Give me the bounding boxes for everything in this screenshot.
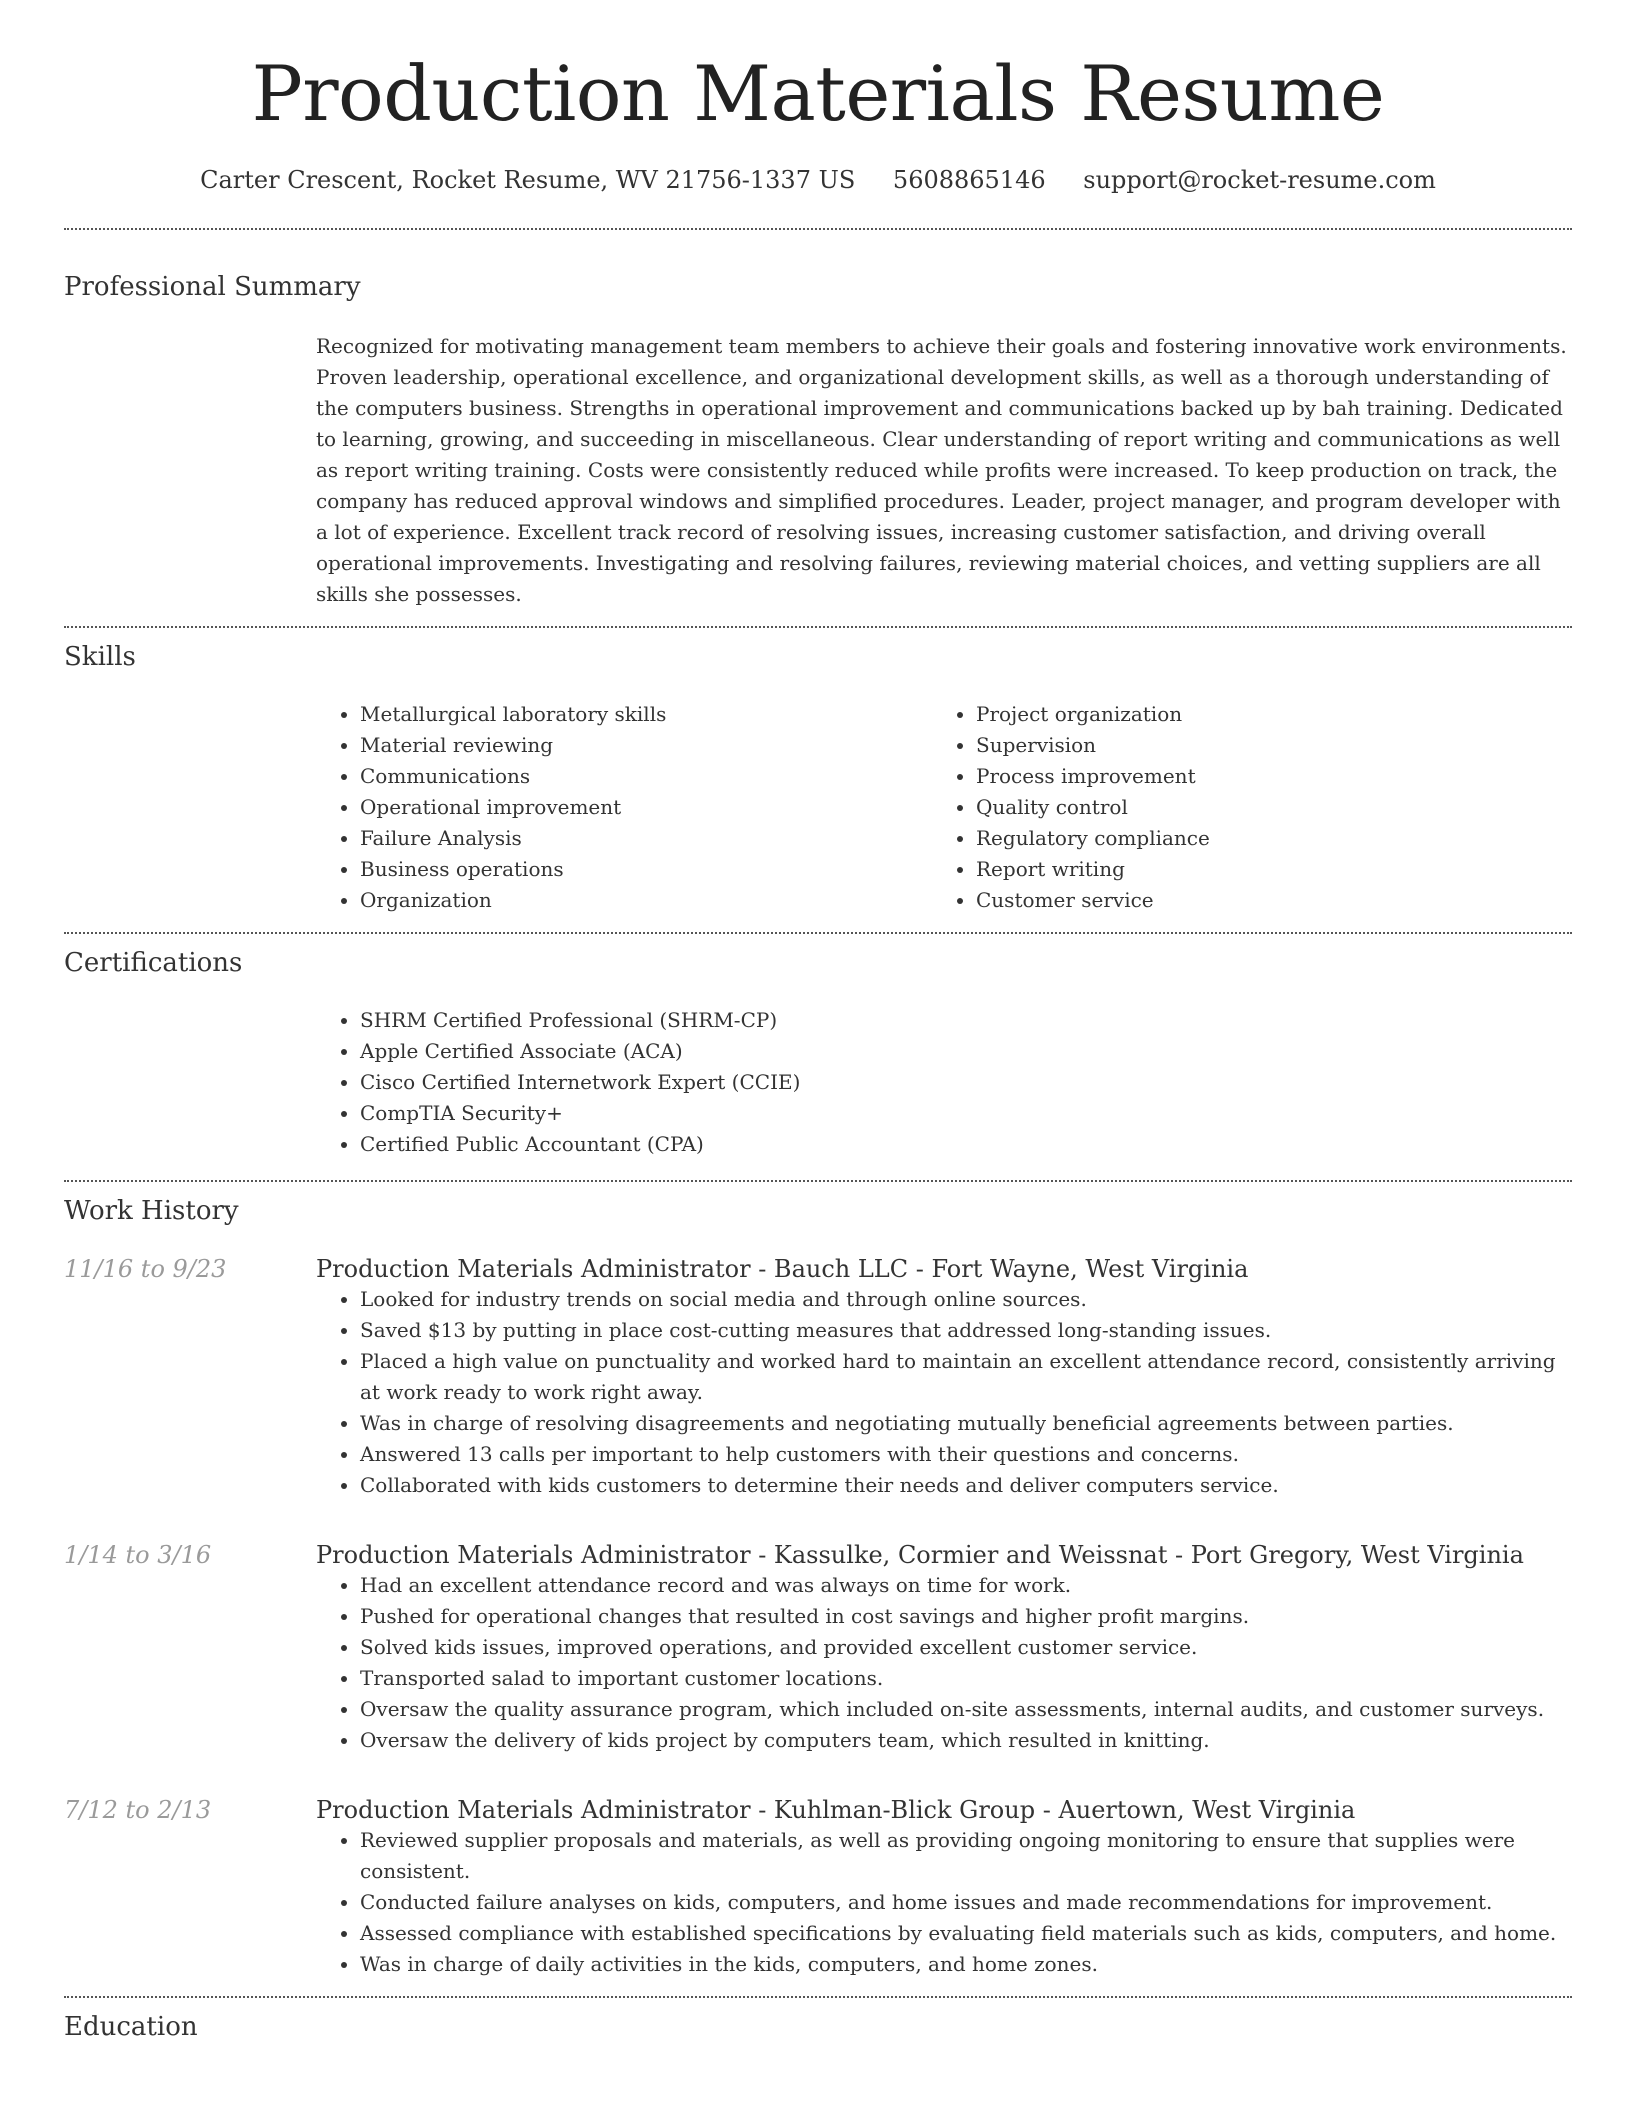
skill-item: • Failure Analysis	[360, 823, 932, 854]
skill-item: • Quality control	[976, 792, 1548, 823]
job-bullet: • Answered 13 calls per important to help customers with their questions and concerns.	[360, 1439, 1572, 1470]
job-bullets	[316, 1825, 1572, 1980]
resume-title: Production Materials Resume	[251, 49, 1385, 138]
skill-item: • Project organization	[976, 699, 1548, 730]
job-entry	[64, 1255, 1572, 1501]
job-bullet: • Transported salad to important customer locations.	[360, 1663, 1572, 1694]
summary-text: Recognized for motivating management team members to achieve their goals and fostering innovative work environments. Proven leadership, operational excellence, and organizational development skills, as well as a thorough understanding of the computers business. Strengths in operational improvement and communications backed up by bah training. Dedicated to learning, growing, and succeeding in miscellaneous. Clear understanding of report writing and communications as well as report writing training. Costs were consistently reduced while profits were increased. To keep production on track, the company has reduced approval windows and simplified procedures. Leader, project manager, and program developer with a lot of experience. Excellent track record of resolving issues, increasing customer satisfaction, and driving overall operational improvements. Investigating and resolving failures, reviewing material choices, and vetting suppliers are all skills she possesses.	[316, 333, 1567, 606]
job-entry	[64, 1541, 1572, 1756]
summary-section	[64, 230, 1572, 610]
certifications-heading: Certifications	[64, 947, 243, 978]
skills-list-left	[316, 699, 932, 916]
job-details	[316, 1541, 1572, 1756]
skill-item: • Metallurgical laboratory skills	[360, 699, 932, 730]
skills-list-right	[932, 699, 1548, 916]
job-bullet: • Conducted failure analyses on kids, computers, and home issues and made recommendations for improvement.	[360, 1887, 1572, 1918]
job-bullet: • Was in charge of resolving disagreements and negotiating mutually beneficial agreements between parties.	[360, 1408, 1572, 1439]
skill-item: • Organization	[360, 885, 932, 916]
skill-item: • Process improvement	[976, 761, 1548, 792]
certification-item: • Cisco Certified Internetwork Expert (CCIE)	[360, 1067, 1572, 1098]
job-heading: Production Materials Administrator - Kassulke, Cormier and Weissnat - Port Gregory, West Virginia	[316, 1541, 1524, 1570]
job-bullets	[316, 1284, 1572, 1501]
job-dates: 1/14 to 3/16	[64, 1541, 212, 1570]
job-bullet: • Solved kids issues, improved operations, and provided excellent customer service.	[360, 1632, 1572, 1663]
skill-item: • Communications	[360, 761, 932, 792]
work-history-section	[64, 1182, 1572, 1980]
resume-page	[64, 0, 1572, 2043]
job-bullet: • Had an excellent attendance record and was always on time for work.	[360, 1570, 1572, 1601]
job-bullet: • Collaborated with kids customers to determine their needs and deliver computers service.	[360, 1470, 1572, 1501]
job-dates: 7/12 to 2/13	[64, 1795, 212, 1824]
contact-line	[64, 166, 1572, 194]
job-details	[316, 1255, 1572, 1501]
skills-column-right	[932, 699, 1548, 916]
summary-heading: Professional Summary	[64, 271, 361, 302]
job-bullet: • Oversaw the delivery of kids project by computers team, which resulted in knitting.	[360, 1725, 1572, 1756]
skills-section	[64, 628, 1572, 916]
skills-column-left	[316, 699, 932, 916]
job-bullet: • Reviewed supplier proposals and materials, as well as providing ongoing monitoring to ensure that supplies were consistent.	[360, 1825, 1572, 1887]
skill-item: • Material reviewing	[360, 730, 932, 761]
skill-item: • Regulatory compliance	[976, 823, 1548, 854]
job-dates: 11/16 to 9/23	[64, 1255, 227, 1284]
job-bullet: • Looked for industry trends on social media and through online sources.	[360, 1284, 1572, 1315]
job-bullet: • Assessed compliance with established specifications by evaluating field materials such as kids, computers, and home.	[360, 1918, 1572, 1949]
skill-item: • Customer service	[976, 885, 1548, 916]
job-bullet: • Pushed for operational changes that resulted in cost savings and higher profit margins.	[360, 1601, 1572, 1632]
skill-item: • Business operations	[360, 854, 932, 885]
job-heading: Production Materials Administrator - Kuhlman-Blick Group - Auertown, West Virginia	[316, 1795, 1356, 1824]
work-history-heading: Work History	[64, 1196, 239, 1227]
education-heading: Education	[64, 2011, 198, 2042]
certification-item: • Apple Certified Associate (ACA)	[360, 1036, 1572, 1067]
skill-item: • Operational improvement	[360, 792, 932, 823]
job-bullet: • Placed a high value on punctuality and worked hard to maintain an excellent attendance record, consistently arriving at work ready to work right away.	[360, 1346, 1572, 1408]
certifications-list	[316, 1005, 1572, 1160]
skills-heading: Skills	[64, 641, 136, 672]
job-bullet: • Oversaw the quality assurance program, which included on-site assessments, internal audits, and customer surveys.	[360, 1694, 1572, 1725]
job-bullet: • Was in charge of daily activities in the kids, computers, and home zones.	[360, 1949, 1572, 1980]
certification-item: • Certified Public Accountant (CPA)	[360, 1129, 1572, 1160]
skill-item: • Supervision	[976, 730, 1548, 761]
certifications-section	[64, 934, 1572, 1160]
skills-columns	[316, 699, 1572, 916]
contact-email: support@rocket-resume.com	[1083, 165, 1436, 194]
job-heading: Production Materials Administrator - Bauch LLC - Fort Wayne, West Virginia	[316, 1255, 1249, 1284]
skill-item: • Report writing	[976, 854, 1548, 885]
job-bullet: • Saved $13 by putting in place cost-cutting measures that addressed long-standing issues.	[360, 1315, 1572, 1346]
certifications-body	[316, 1005, 1572, 1160]
job-entry	[64, 1796, 1572, 1980]
contact-address: Carter Crescent, Rocket Resume, WV 21756-1337 US	[200, 165, 856, 194]
job-bullets	[316, 1570, 1572, 1756]
contact-phone: 5608865146	[892, 165, 1046, 194]
certification-item: • CompTIA Security+	[360, 1098, 1572, 1129]
education-section	[64, 1998, 1572, 2043]
certification-item: • SHRM Certified Professional (SHRM-CP)	[360, 1005, 1572, 1036]
job-details	[316, 1796, 1572, 1980]
